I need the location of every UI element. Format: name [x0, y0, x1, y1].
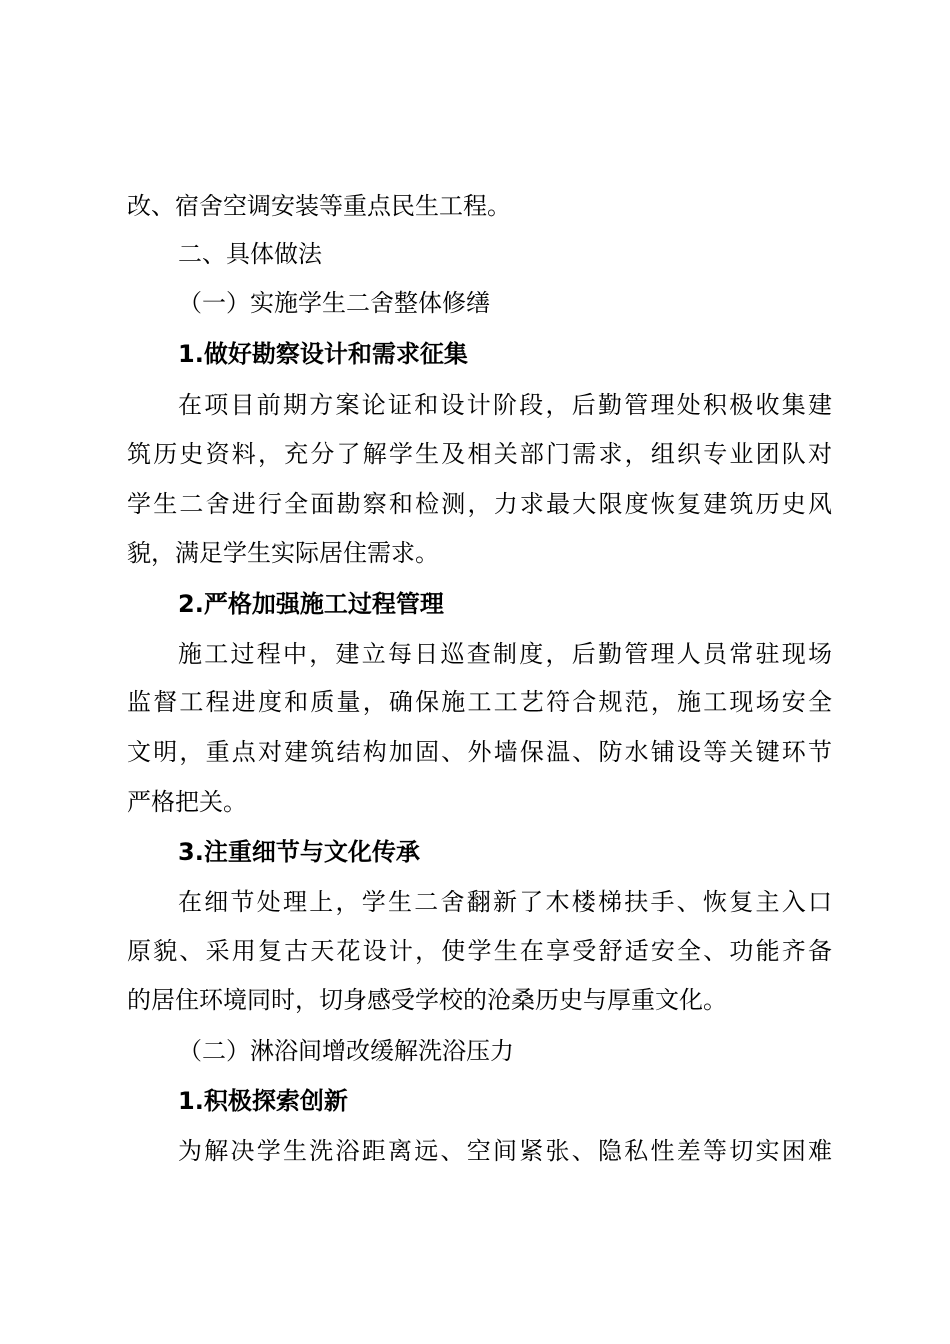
section-heading: 二、具体做法 — [178, 240, 322, 268]
paragraph-line: 改、宿舍空调安装等重点民生工程。 — [127, 192, 511, 220]
paragraph-line: 在项目前期方案论证和设计阶段，后勤管理处积极收集建 — [178, 391, 832, 419]
paragraph-line: 监督工程进度和质量，确保施工工艺符合规范，施工现场安全 — [127, 688, 832, 716]
item-heading: 1.积极探索创新 — [178, 1087, 348, 1115]
item-heading: 3.注重细节与文化传承 — [178, 838, 420, 866]
paragraph-line: 在细节处理上，学生二舍翻新了木楼梯扶手、恢复主入口 — [178, 888, 832, 916]
paragraph-line: 学生二舍进行全面勘察和检测，力求最大限度恢复建筑历史风 — [127, 490, 832, 518]
paragraph-line: 筑历史资料，充分了解学生及相关部门需求，组织专业团队对 — [127, 440, 832, 468]
paragraph-line: 的居住环境同时，切身感受学校的沧桑历史与厚重文化。 — [127, 986, 727, 1014]
paragraph-line: 严格把关。 — [127, 788, 247, 816]
paragraph-line: 为解决学生洗浴距离远、空间紧张、隐私性差等切实困难 — [178, 1137, 832, 1165]
subsection-heading: （一）实施学生二舍整体修缮 — [178, 289, 490, 317]
paragraph-line: 貌，满足学生实际居住需求。 — [127, 539, 439, 567]
item-heading: 1.做好勘察设计和需求征集 — [178, 340, 468, 368]
paragraph-line: 施工过程中，建立每日巡查制度，后勤管理人员常驻现场 — [178, 640, 832, 668]
subsection-heading: （二）淋浴间增改缓解洗浴压力 — [178, 1037, 514, 1065]
item-heading: 2.严格加强施工过程管理 — [178, 590, 444, 618]
paragraph-line: 文明，重点对建筑结构加固、外墙保温、防水铺设等关键环节 — [127, 738, 832, 766]
paragraph-line: 原貌、采用复古天花设计，使学生在享受舒适安全、功能齐备 — [127, 937, 832, 965]
